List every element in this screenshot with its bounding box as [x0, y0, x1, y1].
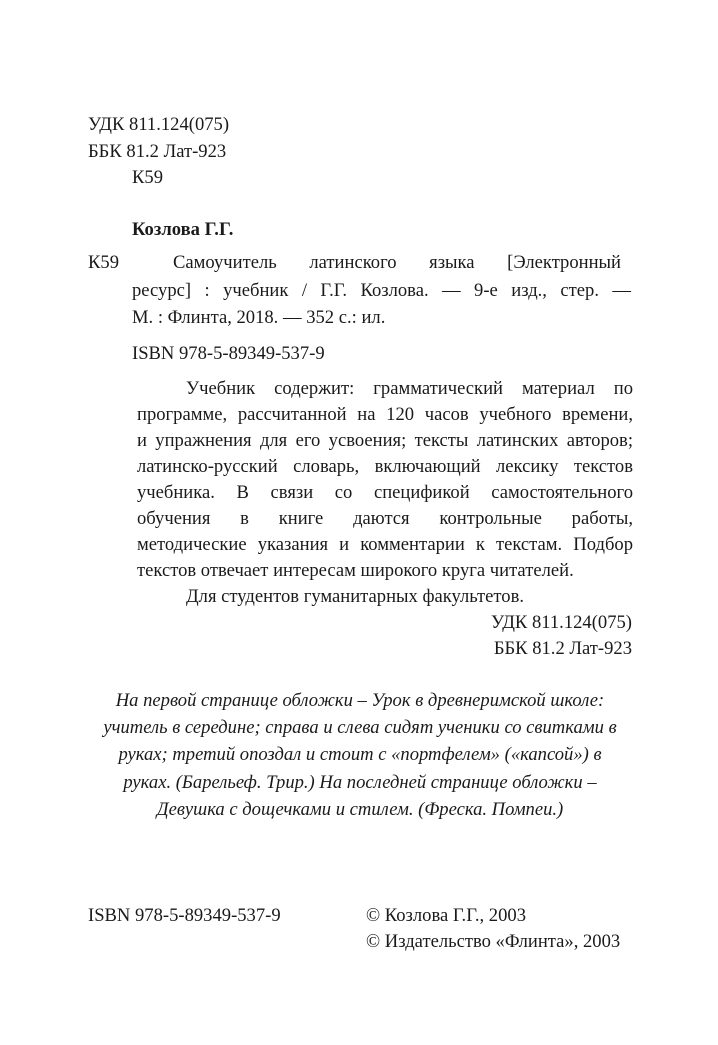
author-heading: Козлова Г.Г. — [132, 219, 234, 240]
record-line: ресурс] : учебник / Г.Г. Козлова. — 9-е изд., стер. — — [132, 280, 631, 301]
annotation-line: учебника. В связи со спецификой самостоятельного — [137, 482, 633, 503]
cover-note-line: руках. (Барельеф. Трир.) На последней странице обложки – — [123, 772, 597, 793]
record-mark: К59 — [88, 252, 119, 273]
record-isbn: ISBN 978-5-89349-537-9 — [132, 343, 325, 364]
cover-note-line: На первой странице обложки – Урок в древнеримской школе: — [115, 690, 605, 711]
record-line: М. : Флинта, 2018. — 352 с.: ил. — [132, 307, 386, 328]
copyright-publisher: © Издательство «Флинта», 2003 — [366, 931, 621, 952]
annotation-line: Учебник содержит: грамматический материал по — [186, 378, 633, 399]
author-mark: К59 — [132, 167, 163, 188]
annotation-bbk: ББК 81.2 Лат-923 — [493, 638, 632, 659]
cover-note-line: учитель в середине; справа и слева сидят ученики со свитками в — [103, 717, 617, 738]
annotation-audience: Для студентов гуманитарных факультетов. — [186, 586, 525, 607]
cover-note-line: Девушка с дощечками и стилем. (Фреска. Помпеи.) — [156, 799, 564, 820]
annotation-line: методические указания и комментарии к текстам. Подбор — [137, 534, 633, 555]
annotation-line: программе, рассчитанной на 120 часов учебного времени, — [137, 404, 633, 425]
annotation-line: и упражнения для его усвоения; тексты латинских авторов; — [137, 430, 633, 451]
annotation-line: латинско-русский словарь, включающий лексику текстов — [137, 456, 633, 477]
annotation-udk: УДК 811.124(075) — [490, 612, 632, 633]
annotation-line: текстов отвечает интересам широкого круга читателей. — [137, 560, 574, 581]
udk-code: УДК 811.124(075) — [88, 114, 230, 135]
annotation-line: обучения в книге даются контрольные работы, — [137, 508, 633, 529]
bbk-code: ББК 81.2 Лат-923 — [88, 141, 227, 162]
cover-note-line: руках; третий опоздал и стоит с «портфелем» («капсой») в — [118, 744, 602, 765]
footer-isbn: ISBN 978-5-89349-537-9 — [88, 905, 281, 926]
record-line: Самоучитель латинского языка [Электронный — [173, 252, 621, 273]
copyright-author: © Козлова Г.Г., 2003 — [366, 905, 526, 926]
